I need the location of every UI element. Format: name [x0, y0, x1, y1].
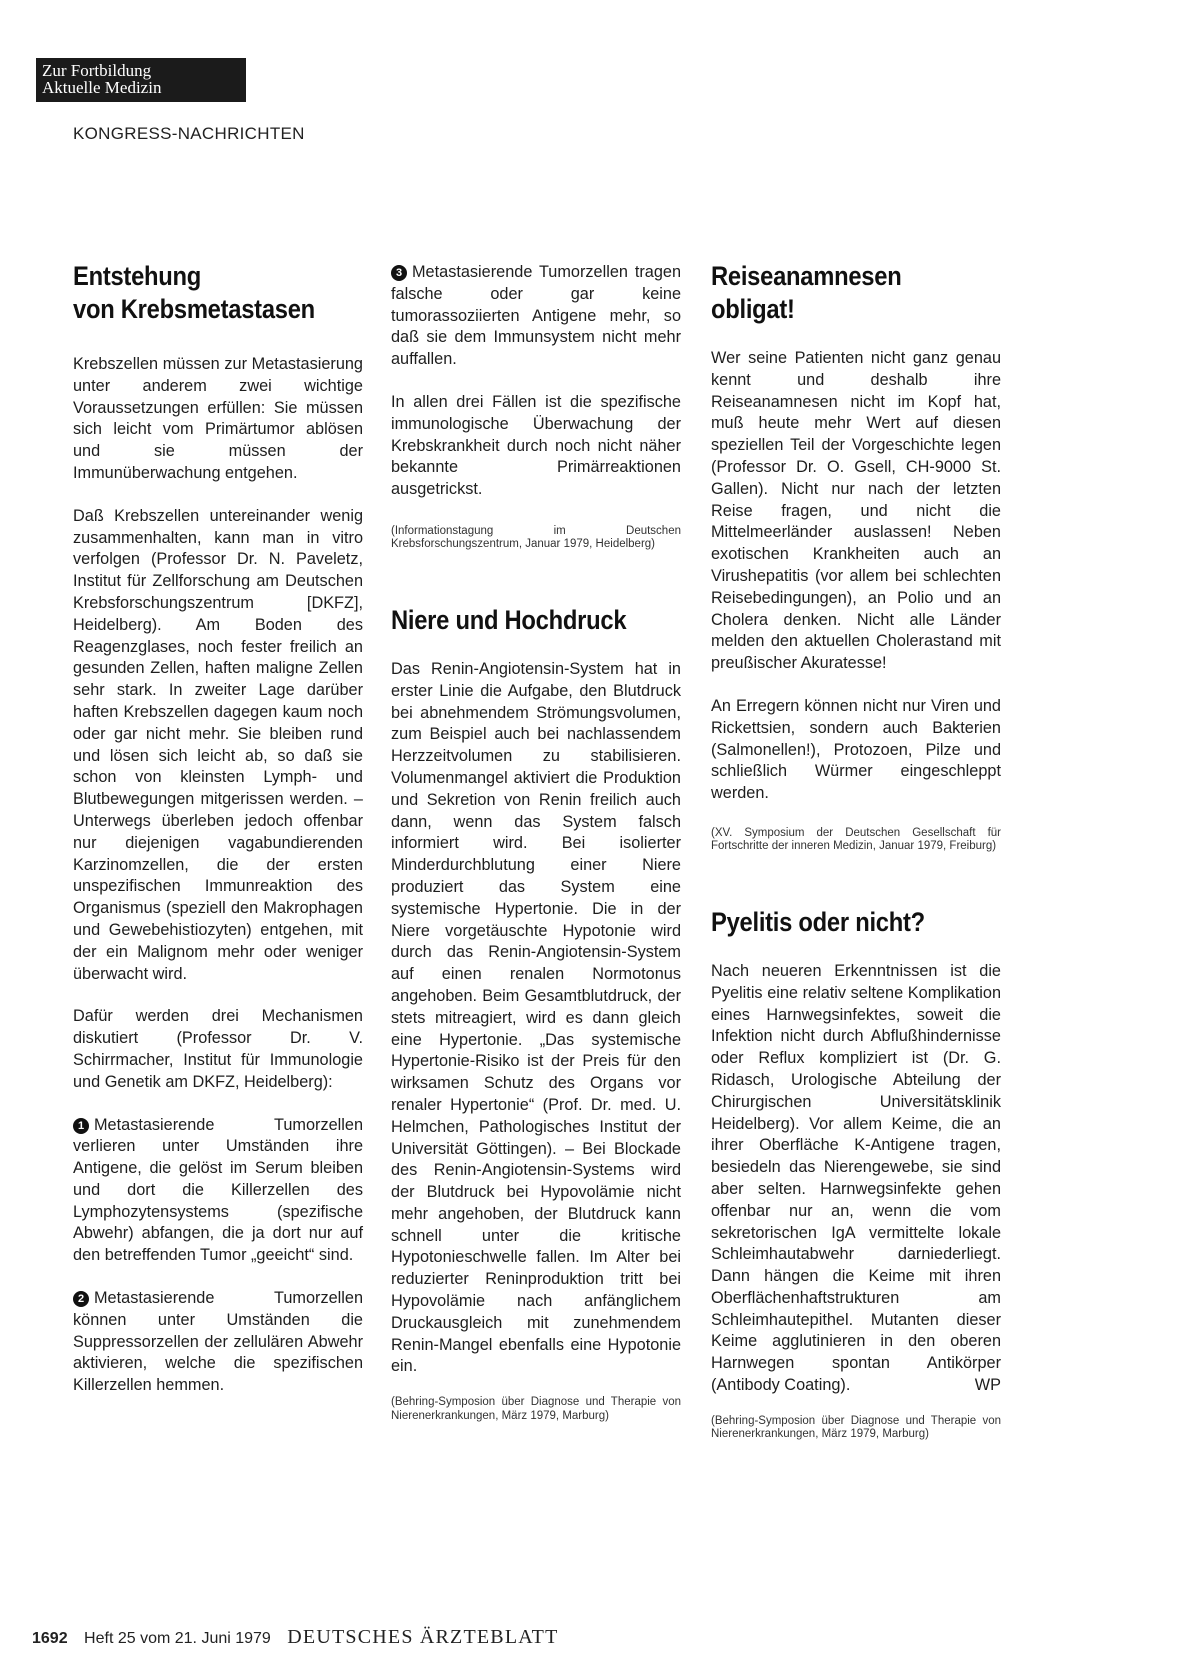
pyelitis-text: Nach neueren Erkenntnissen ist die Pyelitis eine relativ seltene Komplikation eines Harnwegsinfektes, soweit die Infektion nicht durch Abflußhindernisse oder Reflux kompliziert ist (Dr. G. Ridasch, Urologische Abteilung der Chirurgischen Universitätsklinik Heidelberg). Vor allem Keime, die an ihrer Oberfläche K-Antigene tragen, besiedeln das Nierengewebe, sie sind aber selten. Harnwegsinfekte gehen offenbar nur an, wenn die vom sekretorischen IgA vermittelte lokale Schleimhautabwehr darniederliegt. Dann hängen die Keime mit ihren Oberflächenhaftstrukturen am Schleimhautepithel. Mutanten dieser Keime agglutinieren in den oberen Harnwegen spontan Antikörper (Antibody Coating). — [711, 961, 1001, 1395]
mechanism-3 — [391, 262, 681, 371]
reise-paragraph-1: Wer seine Patienten nicht ganz genau kennt und deshalb ihre Reiseanamnesen nicht im Kopf hat, muß heute mehr Wert auf diesen speziellen Teil der Vorgeschichte legen (Professor Dr. O. Gsell, CH-9000 St. Gallen). Nicht nur nach der letzten Reise fragen, und nicht die Mittelmeerländer auslassen! Neben exotischen Krankheiten auch an Virushepatitis (vor allem bei schlechten Reisebedingungen), an Polio und an Cholera denken. Nicht alle Länder melden den aktuellen Cholerastand mit preußischer Akuratesse! — [711, 349, 1001, 673]
mechanism-1-text: Metastasierende Tumorzellen verlieren unter Umständen ihre Antigene, die gelöst im Serum bleiben und dort die Killerzellen des Lymphozytensystems (spezifische Abwehr) abfangen, die ja dort nur auf den betreffenden Tumor „geeicht“ sind. — [73, 1115, 363, 1265]
mechanism-2 — [73, 1288, 363, 1397]
badge-line-1: Zur Fortbildung — [42, 61, 152, 80]
mechanism-2-text: Metastasierende Tumorzellen können unter Umständen die Suppressorzellen der zellulären Abwehr aktivieren, welche die spezifischen Killerzellen hemmen. — [73, 1289, 363, 1395]
title-line-1: Reiseanamnesen — [711, 261, 902, 291]
rubric-heading: KONGRESS-NACHRICHTEN — [73, 124, 305, 143]
column-2 — [391, 262, 681, 1423]
pyelitis-paragraph-1 — [711, 961, 1001, 1397]
niere-paragraph-1: Das Renin-Angiotensin-System hat in erster Linie die Aufgabe, den Blutdruck bei abnehmendem Strömungsvolumen, zum Beispiel auch bei nachlassendem Herzzeitvolumen zu stabilisieren. Volumenmangel aktiviert die Produktion und Sekretion von Renin freilich auch dann, wenn das System falsch informiert wird. Bei isolierter Minderdurchblutung einer Niere produziert das System eine systemische Hypertonie. Die in der Niere vorgetäuschte Hypotonie wird durch das Renin-Angiotensin-System auf einen renalen Normotonus angehoben. Beim Gesamtblutdruck, der stets mitreagiert, wird es dann gleich eine Hypertonie. „Das systemische Hypertonie-Risiko ist der Preis für den wirksamen Schutz des Organs vor renaler Hypertonie“ (Prof. Dr. med. U. Helmchen, Pathologisches Institut der Universität Göttingen). – Bei Blockade des Renin-Angiotensin-Systems wird der Blutdruck bei Hypovolämie nicht mehr angehoben, der Blutdruck kann schnell unter die kritische Hypotonieschwelle fallen. Im Alter bei reduzierter Reninproduktion tritt bei Hypovolämie nach anfänglichem Druckausgleich mit zunehmendem Renin-Mangel ebenfalls eine Hypotonie ein. — [391, 659, 681, 1376]
column-3 — [711, 260, 1001, 1442]
journal-masthead: DEUTSCHES ÄRZTEBLATT — [287, 1626, 559, 1648]
article-title-pyelitis: Pyelitis oder nicht? — [711, 906, 925, 937]
page-footer — [32, 1626, 559, 1649]
number-badge-2: 2 — [73, 1291, 89, 1307]
krebs-source: (Informationstagung im Deutschen Krebsforschungszentrum, Januar 1979, Heidelberg) — [391, 524, 681, 551]
reise-paragraph-2: An Erregern können nicht nur Viren und Rickettsien, sondern auch Bakterien (Salmonellen!), Protozoen, Pilze und schließlich Würmer eingeschleppt werden. — [711, 696, 1001, 803]
article-title-niere: Niere und Hochdruck — [391, 604, 627, 635]
number-badge-3: 3 — [391, 265, 407, 281]
section-badge — [36, 58, 246, 102]
author-initials: WP — [974, 1376, 1001, 1395]
badge-line-2: Aktuelle Medizin — [42, 78, 162, 97]
title-line-2: von Krebsmetastasen — [73, 294, 315, 324]
title-line-2: obligat! — [711, 294, 795, 324]
number-badge-1: 1 — [73, 1118, 89, 1134]
pyelitis-source: (Behring-Symposion über Diagnose und Therapie von Nierenerkrankungen, März 1979, Marburg) — [711, 1414, 1001, 1441]
reise-source: (XV. Symposium der Deutschen Gesellschaft für Fortschritte der inneren Medizin, Januar 1979, Freiburg) — [711, 826, 1001, 853]
article-title-reise — [711, 260, 1001, 326]
mechanism-1 — [73, 1115, 363, 1268]
krebs-paragraph-1: Krebszellen müssen zur Metastasierung unter anderem zwei wichtige Voraussetzungen erfüllen: Sie müssen sich leicht vom Primärtumor ablösen und sie müssen der Immunüberwachung entgehen. — [73, 355, 363, 482]
krebs-paragraph-4: In allen drei Fällen ist die spezifische immunologische Überwachung der Krebskrankheit durch noch nicht näher bekannte Primärreaktionen ausgetrickst. — [391, 392, 681, 499]
krebs-paragraph-2: Daß Krebszellen untereinander wenig zusammenhalten, kann man in vitro verfolgen (Professor Dr. N. Paveletz, Institut für Zellforschung am Deutschen Krebsforschungszentrum [DKFZ], Heidelberg). Am Boden des Reagenzglases, noch fester freilich an gesunden Zellen, haften maligne Zellen sehr stark. In zweiter Lage darüber haften Krebszellen dagegen kaum noch oder gar nicht mehr. Sie bleiben rund und lösen sich leicht ab, so daß sie schon von kleinsten Lymph- und Blutbewegungen mitgerissen werden. – Unterwegs überleben jedoch offenbar nur diejenigen vagabundierenden Karzinomzellen, die der ersten unspezifischen Immunreaktion des Organismus (speziell den Makrophagen und Gewebehistiozyten) entgehen, mit der ein Malignom mehr oder weniger überwacht wird. — [73, 506, 363, 983]
page-number: 1692 — [32, 1630, 68, 1647]
krebs-paragraph-3: Dafür werden drei Mechanismen diskutiert (Professor Dr. V. Schirrmacher, Institut für Immunologie und Genetik am DKFZ, Heidelberg): — [73, 1007, 363, 1091]
issue-info: Heft 25 vom 21. Juni 1979 — [84, 1630, 271, 1647]
mechanism-3-text: Metastasierende Tumorzellen tragen falsche oder gar keine tumorassoziierten Antigene mehr, so daß sie dem Immunsystem nicht mehr auffallen. — [391, 263, 681, 369]
column-1 — [73, 260, 363, 1397]
article-title-krebs — [73, 260, 363, 326]
title-line-1: Entstehung — [73, 261, 202, 291]
niere-source: (Behring-Symposion über Diagnose und Therapie von Nierenerkrankungen, März 1979, Marburg) — [391, 1396, 681, 1422]
